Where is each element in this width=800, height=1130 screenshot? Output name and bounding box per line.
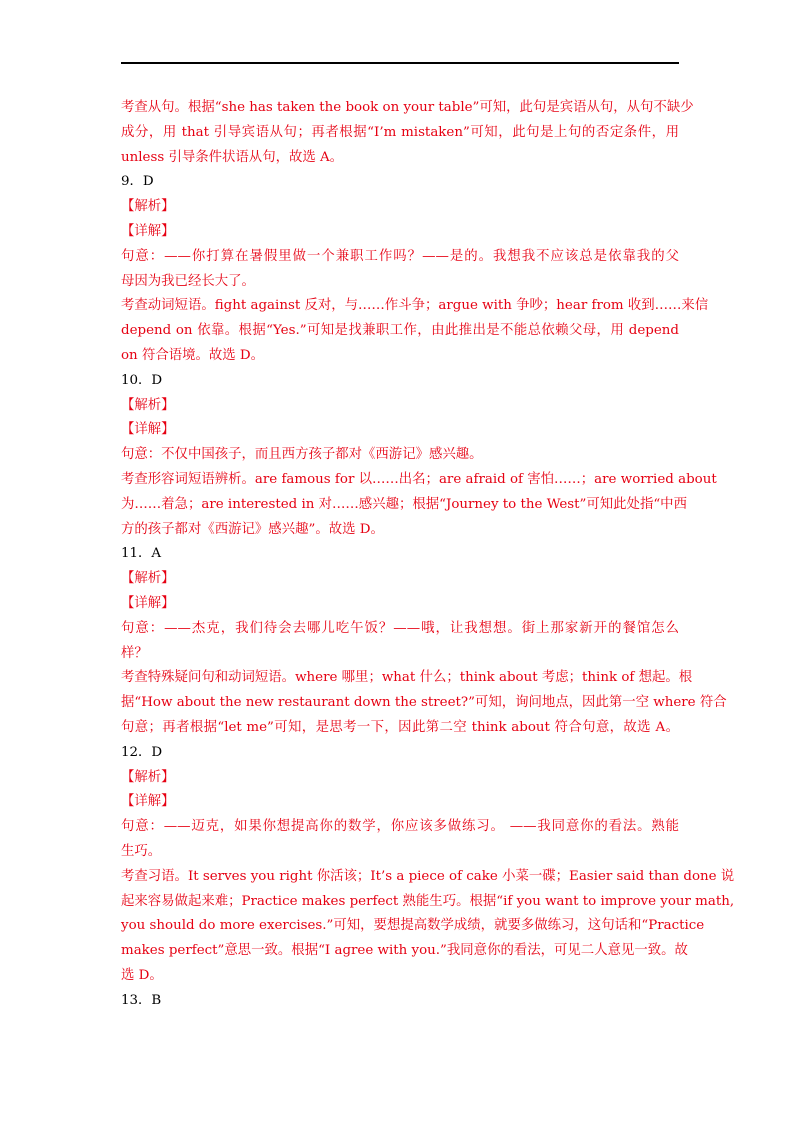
analysis-line: 成分，用 that 引导宾语从句；再者根据“I’m mistaken”可知，此句是上句的否定条件，用 — [121, 124, 679, 140]
analysis-line: 考查从句。根据“she has taken the book on your table”可知，此句是宾语从句，从句不缺少 — [121, 100, 694, 115]
analysis-line: 考查形容词短语辨析。are famous for 以……出名；are afraid of 害怕……；are worried about — [121, 471, 717, 487]
analysis-line: 【解析】 — [121, 397, 175, 413]
question-number: 11．A — [121, 546, 162, 562]
question-number: 12．D — [121, 744, 163, 760]
analysis-line: 为……着急；are interested in 对……感兴趣；根据“Journey to the West”可知此处指“中西 — [121, 496, 687, 512]
analysis-line: 【解析】 — [121, 571, 175, 587]
analysis-line: 【详解】 — [121, 422, 175, 438]
header-rule — [121, 62, 679, 64]
question-number: 9．D — [121, 174, 154, 190]
analysis-line: makes perfect”意思一致。根据“I agree with you.”我同意你的看法，可见二人意见一致。故 — [121, 943, 688, 959]
analysis-line: 考查特殊疑问句和动词短语。where 哪里；what 什么；think about 考虑；think of 想起。根 — [121, 670, 693, 686]
analysis-line: 样？ — [121, 645, 148, 661]
analysis-line: 句意：——迈克，如果你想提高你的数学，你应该多做练习。 ——我同意你的看法。熟能 — [121, 819, 679, 835]
analysis-line: 句意：——你打算在暑假里做一个兼职工作吗？——是的。我想我不应该总是依靠我的父 — [121, 248, 679, 264]
analysis-line: on 符合语境。故选 D。 — [121, 347, 265, 363]
analysis-line: 【详解】 — [121, 794, 175, 810]
analysis-line: 句意：——杰克，我们待会去哪儿吃午饭？——哦，让我想想。街上那家新开的餐馆怎么 — [121, 620, 679, 636]
analysis-line: 【解析】 — [121, 199, 175, 215]
analysis-line: 考查动词短语。fight against 反对，与……作斗争；argue with 争吵；hear from 收到……来信 — [121, 298, 709, 314]
analysis-line: unless 引导条件状语从句，故选 A。 — [121, 149, 344, 165]
analysis-line: 据“How about the new restaurant down the street?”可知，询问地点，因此第一空 where 符合 — [121, 695, 727, 711]
question-number: 10．D — [121, 372, 163, 388]
analysis-line: 【详解】 — [121, 595, 175, 611]
analysis-line: 【详解】 — [121, 223, 175, 239]
analysis-line: depend on 依靠。根据“Yes.”可知是找兼职工作，由此推出是不能总依赖父母，用 depend — [121, 323, 679, 339]
analysis-line: 句意：不仅中国孩子，而且西方孩子都对《西游记》感兴趣。 — [121, 447, 483, 463]
analysis-line: 起来容易做起来难；Practice makes perfect 熟能生巧。根据“if you want to improve your math, — [121, 893, 735, 909]
analysis-line: 方的孩子都对《西游记》感兴趣”。故选 D。 — [121, 521, 384, 537]
analysis-line: 母因为我已经长大了。 — [121, 273, 255, 289]
answer-analysis-body — [121, 96, 735, 1013]
analysis-line: 选 D。 — [121, 967, 163, 983]
analysis-line: 句意；再者根据“let me”可知，是思考一下，因此第二空 think about 符合句意，故选 A。 — [121, 719, 679, 735]
question-number: 13．B — [121, 992, 162, 1008]
analysis-line: 【解析】 — [121, 769, 175, 785]
analysis-line: 生巧。 — [121, 843, 162, 859]
analysis-line: 考查习语。It serves you right 你活该；It’s a piece of cake 小菜一碟；Easier said than done 说 — [121, 868, 735, 884]
analysis-line: you should do more exercises.”可知，要想提高数学成绩，就要多做练习，这句话和“Practice — [121, 918, 705, 934]
